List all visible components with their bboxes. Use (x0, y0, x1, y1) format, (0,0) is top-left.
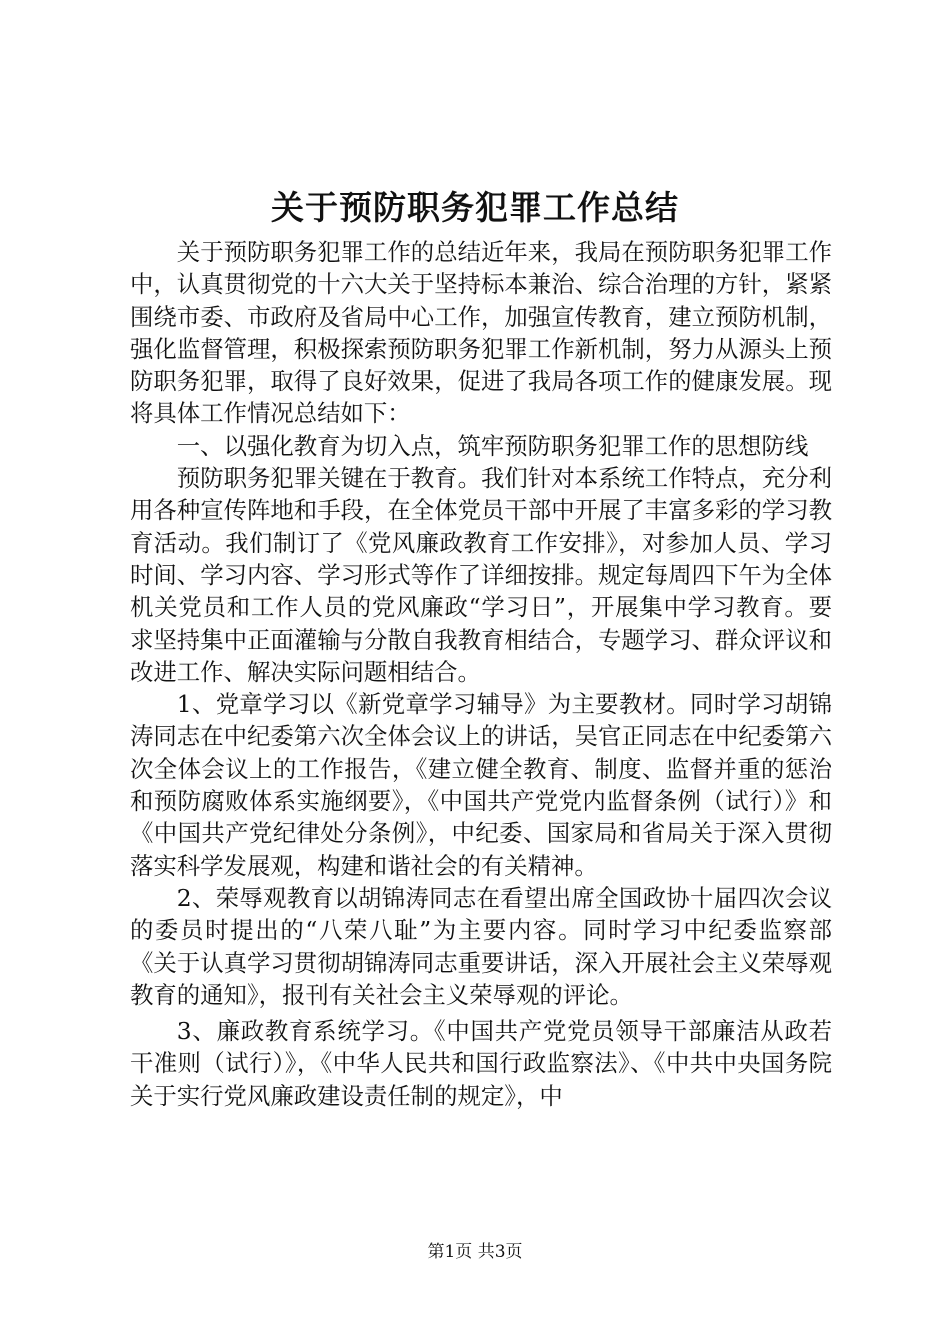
list-item-1: 1、党章学习以《新党章学习辅导》为主要教材。同时学习胡锦涛同志在中纪委第六次全体会议上的讲话，吴官正同志在中纪委第六次全体会议上的工作报告，《建立健全教育、制度、监督并重的惩治和预防腐败体系实施纲要》，《中国共产党党内监督条例（试行）》和《中国共产党纪律处分条例》，中纪委、国家局和省局关于深入贯彻落实科学发展观，构建和谐社会的有关精神。 (130, 690, 832, 880)
document-title: 关于预防职务犯罪工作总结 (271, 188, 679, 227)
list-item-3: 3、廉政教育系统学习。《中国共产党党员领导干部廉洁从政若干准则（试行）》，《中华人民共和国行政监察法》、《中共中央国务院关于实行党风廉政建设责任制的规定》，中 (130, 1017, 832, 1110)
paragraph-intro: 关于预防职务犯罪工作的总结近年来，我局在预防职务犯罪工作中，认真贯彻党的十六大关于坚持标本兼治、综合治理的方针，紧紧围绕市委、市政府及省局中心工作，加强宣传教育，建立预防机制，强化监督管理，积极探索预防职务犯罪工作新机制，努力从源头上预防职务犯罪，取得了良好效果，促进了我局各项工作的健康发展。现将具体工作情况总结如下： (130, 238, 832, 428)
document-body (130, 236, 832, 1112)
paragraph-education: 预防职务犯罪关键在于教育。我们针对本系统工作特点，充分利用各种宣传阵地和手段，在全体党员干部中开展了丰富多彩的学习教育活动。我们制订了《党风廉政教育工作安排》，对参加人员、学习时间、学习内容、学习形式等作了详细按排。规定每周四下午为全体机关党员和工作人员的党风廉政“学习日”，开展集中学习教育。要求坚持集中正面灌输与分散自我教育相结合，专题学习、群众评议和改进工作、解决实际问题相结合。 (130, 464, 832, 686)
section-heading-1: 一、以强化教育为切入点，筑牢预防职务犯罪工作的思想防线 (176, 431, 809, 460)
list-item-2: 2、荣辱观教育以胡锦涛同志在看望出席全国政协十届四次会议的委员时提出的“八荣八耻”为主要内容。同时学习中纪委监察部《关于认真学习贯彻胡锦涛同志重要讲话，深入开展社会主义荣辱观教育的通知》，报刊有关社会主义荣辱观的评论。 (130, 883, 832, 1009)
page-footer: 第1页 共3页 (427, 1242, 523, 1262)
